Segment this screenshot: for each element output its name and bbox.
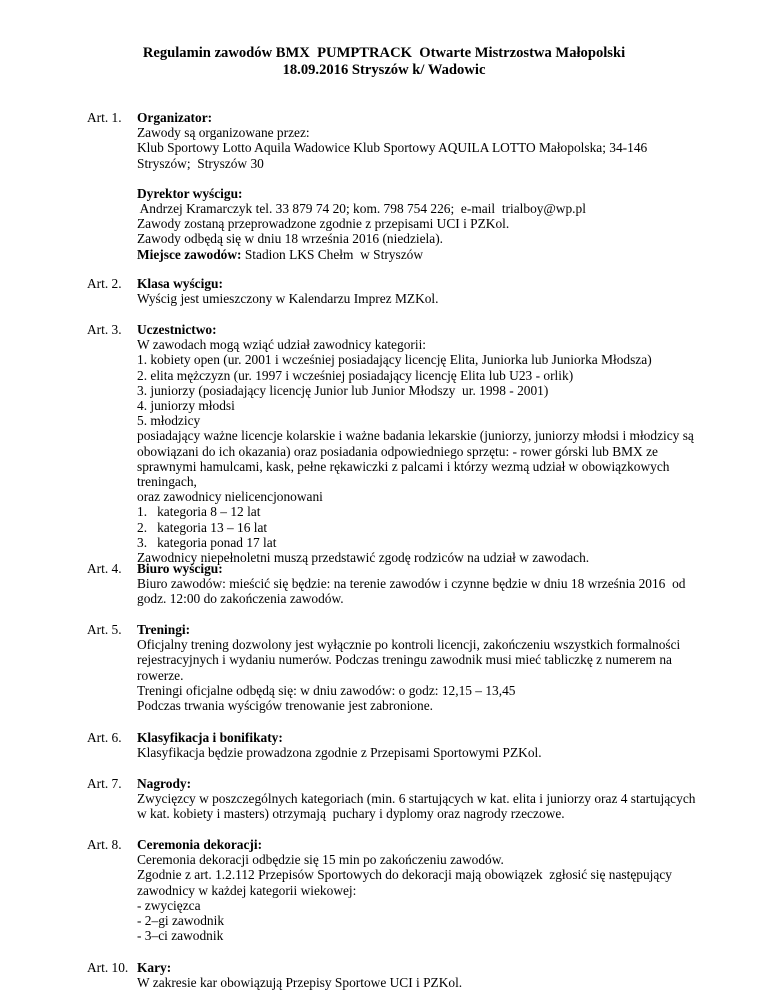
text-line: w kat. kobiety i masters) otrzymają puchary i dyplomy oraz nagrody rzeczowe. xyxy=(137,806,565,822)
article-number: Art. 4. xyxy=(87,561,122,576)
text-line: Klub Sportowy Lotto Aquila Wadowice Klub Sportowy AQUILA LOTTO Małopolska; 34-146 xyxy=(137,140,648,156)
article-body xyxy=(137,276,732,306)
article-number: Art. 2. xyxy=(87,276,122,291)
article-number: Art. 3. xyxy=(87,322,122,337)
text-line: Zawody są organizowane przez: xyxy=(137,125,310,141)
article-heading: Ceremonia dekoracji: xyxy=(137,837,263,852)
text-line: Biuro zawodów: mieścić się będzie: na terenie zawodów i czynne będzie w dniu 18 września 2016 od xyxy=(137,576,686,592)
title-line-1: Regulamin zawodów BMX PUMPTRACK Otwarte Mistrzostwa Małopolski xyxy=(142,45,626,61)
article-number: Art. 8. xyxy=(87,837,122,852)
article-heading: Klasyfikacja i bonifikaty: xyxy=(137,730,283,745)
text-line: Zawody odbędą się w dniu 18 września 2016 (niedziela). xyxy=(137,231,444,247)
article-heading: Biuro wyścigu: xyxy=(137,561,223,576)
text-line: Stryszów; Stryszów 30 xyxy=(137,155,264,171)
article-body xyxy=(137,776,732,822)
text-line: godz. 12:00 do zakończenia zawodów. xyxy=(137,591,344,607)
list-item: 3. kategoria ponad 17 lat xyxy=(137,534,277,550)
article-heading: Organizator: xyxy=(137,110,213,125)
list-item: 2. kategoria 13 – 16 lat xyxy=(137,519,268,535)
list-item: 5. młodzicy xyxy=(137,413,201,429)
text-line: Andrzej Kramarczyk tel. 33 879 74 20; kom. 798 754 226; e-mail trialboy@wp.pl xyxy=(137,201,586,217)
text-line: oraz zawodnicy nielicencjonowani xyxy=(137,489,323,505)
article-body xyxy=(137,561,732,607)
list-item: - 2–gi zawodnik xyxy=(137,913,225,929)
text-line: rowerze. xyxy=(137,667,184,683)
text-line: Zawody zostaną przeprowadzone zgodnie z przepisami UCI i PZKol. xyxy=(137,216,510,232)
list-item: - 3–ci zawodnik xyxy=(137,928,224,944)
list-item: 1. kategoria 8 – 12 lat xyxy=(137,504,261,520)
article-heading: Kary: xyxy=(137,960,172,975)
venue-value: Stadion LKS Chełm w Stryszów xyxy=(241,246,424,262)
article-heading: Klasa wyścigu: xyxy=(137,276,223,291)
article-subheading: Dyrektor wyścigu: xyxy=(137,185,243,201)
text-line: Ceremonia dekoracji odbędzie się 15 min po zakończeniu zawodów. xyxy=(137,852,504,868)
article-body xyxy=(137,622,732,713)
text-line: Wyścig jest umieszczony w Kalendarzu Imprez MZKol. xyxy=(137,291,439,307)
text-line: Oficjalny trening dozwolony jest wyłącznie po kontroli licencji, zakończeniu wszystkich formalności xyxy=(137,637,681,653)
list-item: 2. elita mężczyzn (ur. 1997 i wcześniej posiadający licencję Elita lub U23 - orlik) xyxy=(137,367,574,383)
list-item: 3. juniorzy (posiadający licencję Junior lub Junior Młodszy ur. 1998 - 2001) xyxy=(137,382,549,398)
article-heading: Uczestnictwo: xyxy=(137,322,217,337)
article-body xyxy=(137,322,732,565)
article-body xyxy=(137,110,732,262)
article-number: Art. 5. xyxy=(87,622,122,637)
venue-line xyxy=(137,247,732,262)
text-line: W zawodach mogą wziąć udział zawodnicy kategorii: xyxy=(137,337,427,353)
article-number: Art. 6. xyxy=(87,730,122,745)
text-line: Zgodnie z art. 1.2.112 Przepisów Sportowych do dekoracji mają obowiązek zgłosić się następujący xyxy=(137,867,672,883)
text-line: Podczas trwania wyścigów trenowanie jest zabronione. xyxy=(137,698,433,714)
text-line: Zawodnicy niepełnoletni muszą przedstawić zgodę rodziców na udział w zawodach. xyxy=(137,550,590,566)
title-line-2: 18.09.2016 Stryszów k/ Wadowic xyxy=(282,62,486,78)
list-item: 1. kobiety open (ur. 2001 i wcześniej posiadający licencję Elita, Juniorka lub Juniorka Młodsza) xyxy=(137,352,652,368)
text-line: W zakresie kar obowiązują Przepisy Sportowe UCI i PZKol. xyxy=(137,975,463,991)
text-line: sprawnymi hamulcami, kask, pełne rękawiczki z palcami i którzy wezmą udział w obowiązkowych xyxy=(137,458,670,474)
article-number: Art. 7. xyxy=(87,776,122,791)
article-number: Art. 1. xyxy=(87,110,122,125)
text-line: treningach, xyxy=(137,474,197,490)
text-line: Zwycięzcy w poszczególnych kategoriach (min. 6 startujących w kat. elita i juniorzy oraz 4 startujących xyxy=(137,791,696,807)
text-line: Klasyfikacja będzie prowadzona zgodnie z Przepisami Sportowymi PZKol. xyxy=(137,745,542,761)
article-body xyxy=(137,837,732,943)
text-line: Treningi oficjalne odbędą się: w dniu zawodów: o godz: 12,15 – 13,45 xyxy=(137,682,516,698)
list-item: 4. juniorzy młodsi xyxy=(137,398,235,414)
list-item: - zwycięzca xyxy=(137,897,201,913)
venue-label: Miejsce zawodów: xyxy=(137,246,242,262)
text-line: zawodnicy w każdej kategorii wiekowej: xyxy=(137,882,357,898)
article-number: Art. 10. xyxy=(87,960,129,975)
article-body xyxy=(137,960,732,990)
text-line: rejestracyjnych i wydaniu numerów. Podczas treningu zawodnik musi mieć tabliczkę z numerem na xyxy=(137,652,672,668)
article-heading: Treningi: xyxy=(137,622,191,637)
article-body xyxy=(137,730,732,760)
article-heading: Nagrody: xyxy=(137,776,192,791)
text-line: posiadający ważne licencje kolarskie i ważne badania lekarskie (juniorzy, juniorzy młodsi i młodzicy są xyxy=(137,428,694,444)
page-title xyxy=(0,45,768,79)
text-line: obowiązani do ich okazania) oraz posiadania odpowiedniego sprzętu: - rower górski lub BMX ze xyxy=(137,443,658,459)
